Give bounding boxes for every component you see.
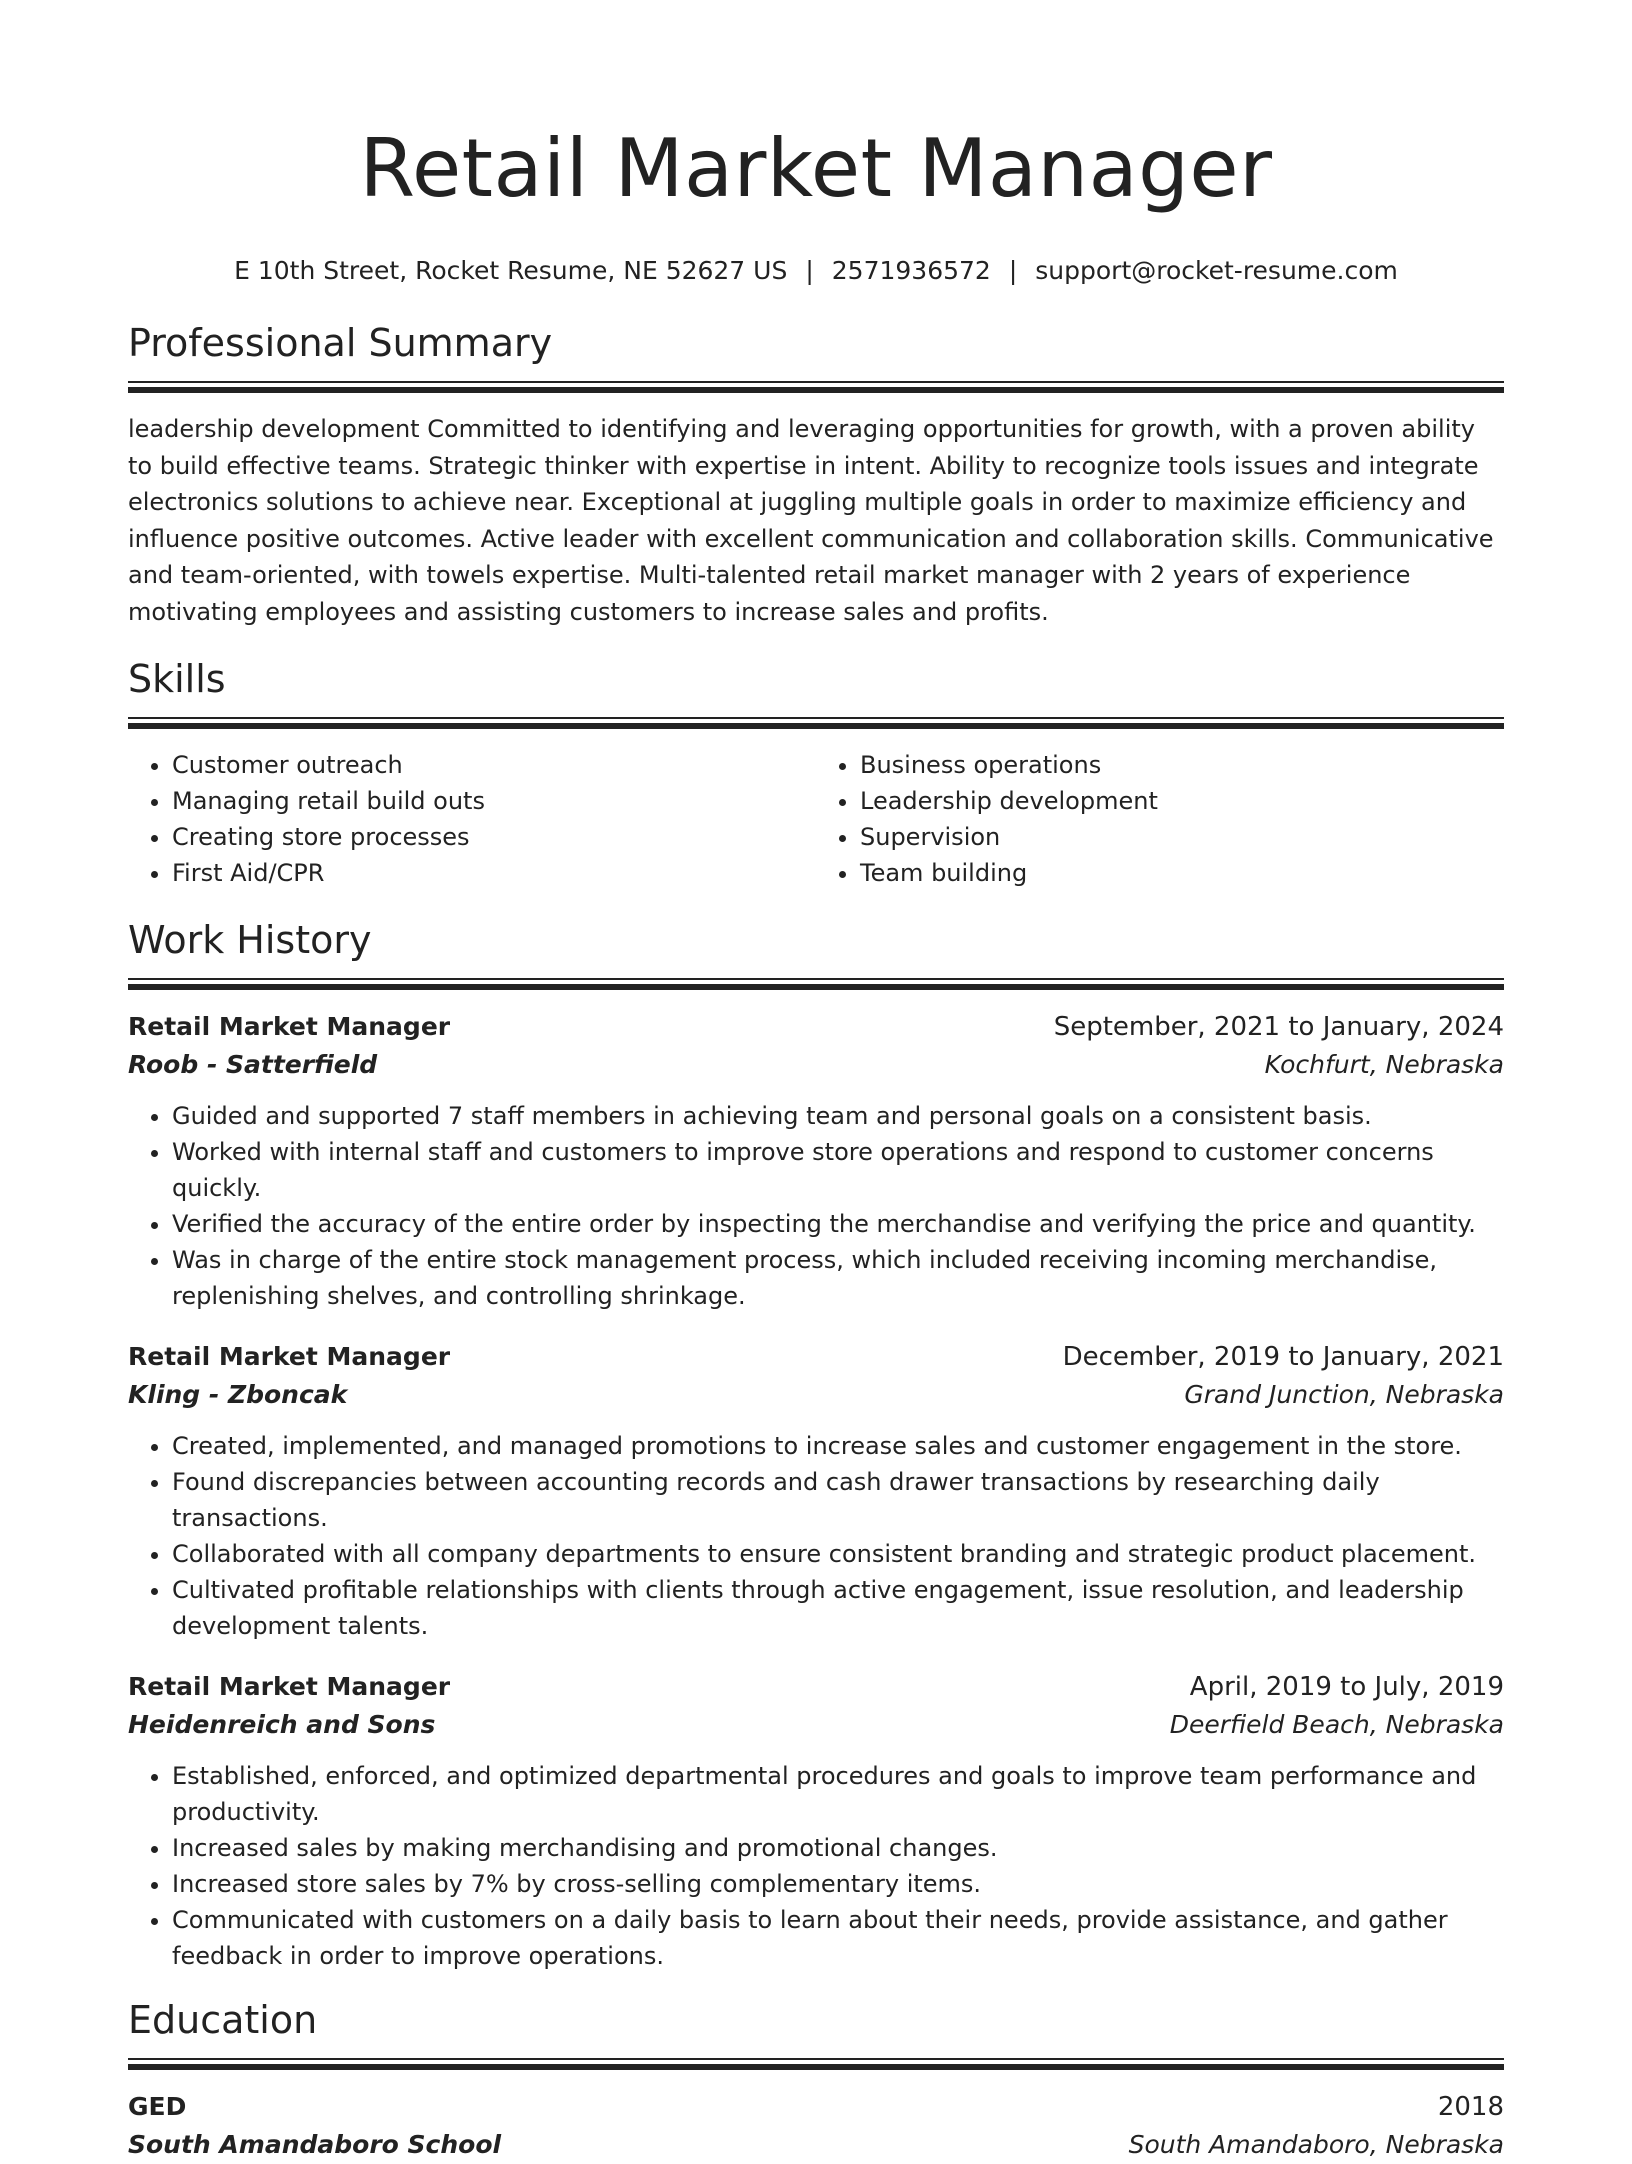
- contact-address: E 10th Street, Rocket Resume, NE 52627 US: [234, 256, 788, 285]
- job-company-row: [128, 1376, 1504, 1414]
- skill-item: • First Aid/CPR: [172, 855, 816, 891]
- section-divider: [128, 2058, 1504, 2070]
- education-school: South Amandaboro School: [128, 2130, 502, 2159]
- skill-item: • Team building: [860, 855, 1504, 891]
- job-bullet: • Worked with internal staff and customers to improve store operations and respond to customer concerns quickly.: [172, 1134, 1504, 1206]
- job-location: Kochfurt, Nebraska: [1264, 1050, 1504, 1079]
- skill-item: • Leadership development: [860, 783, 1504, 819]
- section-divider: [128, 717, 1504, 729]
- education-degree: GED: [128, 2092, 187, 2121]
- job-bullet: • Increased store sales by 7% by cross-selling complementary items.: [172, 1866, 1504, 1902]
- job-company-row: [128, 1706, 1504, 1744]
- contact-line: [128, 255, 1504, 287]
- job-dates: December, 2019 to January, 2021: [1062, 1342, 1504, 1372]
- job-bullet: • Found discrepancies between accounting records and cash drawer transactions by researching daily transactions.: [172, 1464, 1504, 1536]
- skill-item: • Customer outreach: [172, 747, 816, 783]
- job-dates: September, 2021 to January, 2024: [1053, 1012, 1504, 1042]
- job-bullet: • Collaborated with all company departments to ensure consistent branding and strategic product placement.: [172, 1536, 1504, 1572]
- skills-list-right: [816, 747, 1504, 891]
- skills-list-left: [128, 747, 816, 891]
- summary-text: leadership development Committed to identifying and leveraging opportunities for growth, with a proven ability to build effective teams. Strategic thinker with expertise in intent. Ability to recognize tools issues and integrate electronics solutions to achieve near. Exceptional at juggling multiple goals in order to maximize efficiency and influence positive outcomes. Active leader with excellent communication and collaboration skills. Communicative and team-oriented, with towels expertise. Multi-talented retail market manager with 2 years of experience motivating employees and assisting customers to increase sales and profits.: [128, 415, 1494, 626]
- section-title-education: Education: [128, 1998, 318, 2042]
- job-dates: April, 2019 to July, 2019: [1189, 1672, 1504, 1702]
- job-entry: [128, 1668, 1504, 1974]
- job-bullet: • Established, enforced, and optimized departmental procedures and goals to improve team performance and productivity.: [172, 1758, 1504, 1830]
- job-company: Heidenreich and Sons: [128, 1710, 436, 1739]
- job-bullet: • Communicated with customers on a daily basis to learn about their needs, provide assistance, and gather feedback in order to improve operations.: [172, 1902, 1504, 1974]
- job-company: Roob - Satterfield: [128, 1050, 378, 1079]
- job-bullets: [128, 1098, 1504, 1314]
- job-bullet: • Guided and supported 7 staff members in achieving team and personal goals on a consistent basis.: [172, 1098, 1504, 1134]
- section-divider: [128, 381, 1504, 393]
- job-location: Grand Junction, Nebraska: [1184, 1380, 1504, 1409]
- contact-phone: 2571936572: [831, 256, 991, 285]
- job-bullet: • Increased sales by making merchandising and promotional changes.: [172, 1830, 1504, 1866]
- skill-item: • Supervision: [860, 819, 1504, 855]
- job-company: Kling - Zboncak: [128, 1380, 348, 1409]
- job-entry: [128, 1338, 1504, 1644]
- skills-columns: [128, 747, 1504, 891]
- education-school-row: [128, 2126, 1504, 2164]
- job-bullet: • Created, implemented, and managed promotions to increase sales and customer engagement in the store.: [172, 1428, 1504, 1464]
- job-header-row: [128, 1008, 1504, 1046]
- education-section: [128, 1996, 1504, 2164]
- skills-section: [128, 655, 1504, 891]
- education-year: 2018: [1437, 2092, 1504, 2122]
- contact-separator: |: [805, 256, 814, 285]
- job-title: Retail Market Manager: [128, 1012, 451, 1041]
- skill-item: • Business operations: [860, 747, 1504, 783]
- section-title-work: Work History: [128, 918, 372, 962]
- job-bullet: • Cultivated profitable relationships with clients through active engagement, issue resolution, and leadership development talents.: [172, 1572, 1504, 1644]
- job-bullet: • Was in charge of the entire stock management process, which included receiving incoming merchandise, replenishing shelves, and controlling shrinkage.: [172, 1242, 1504, 1314]
- work-section: [128, 916, 1504, 1974]
- job-bullets: [128, 1428, 1504, 1644]
- section-divider: [128, 978, 1504, 990]
- section-title-skills: Skills: [128, 657, 226, 701]
- skill-item: • Managing retail build outs: [172, 783, 816, 819]
- section-title-summary: Professional Summary: [128, 321, 553, 365]
- education-header-row: [128, 2088, 1504, 2126]
- resume-name: Retail Market Manager: [359, 122, 1273, 215]
- job-location: Deerfield Beach, Nebraska: [1169, 1710, 1504, 1739]
- job-header-row: [128, 1668, 1504, 1706]
- job-bullet: • Verified the accuracy of the entire order by inspecting the merchandise and verifying the price and quantity.: [172, 1206, 1504, 1242]
- job-title: Retail Market Manager: [128, 1342, 451, 1371]
- job-header-row: [128, 1338, 1504, 1376]
- job-company-row: [128, 1046, 1504, 1084]
- job-bullets: [128, 1758, 1504, 1974]
- education-location: South Amandaboro, Nebraska: [1128, 2130, 1504, 2159]
- job-title: Retail Market Manager: [128, 1672, 451, 1701]
- skill-item: • Creating store processes: [172, 819, 816, 855]
- summary-section: [128, 319, 1504, 630]
- contact-email[interactable]: support@rocket-resume.com: [1035, 256, 1398, 285]
- contact-separator: |: [1008, 256, 1018, 285]
- job-entry: [128, 1008, 1504, 1314]
